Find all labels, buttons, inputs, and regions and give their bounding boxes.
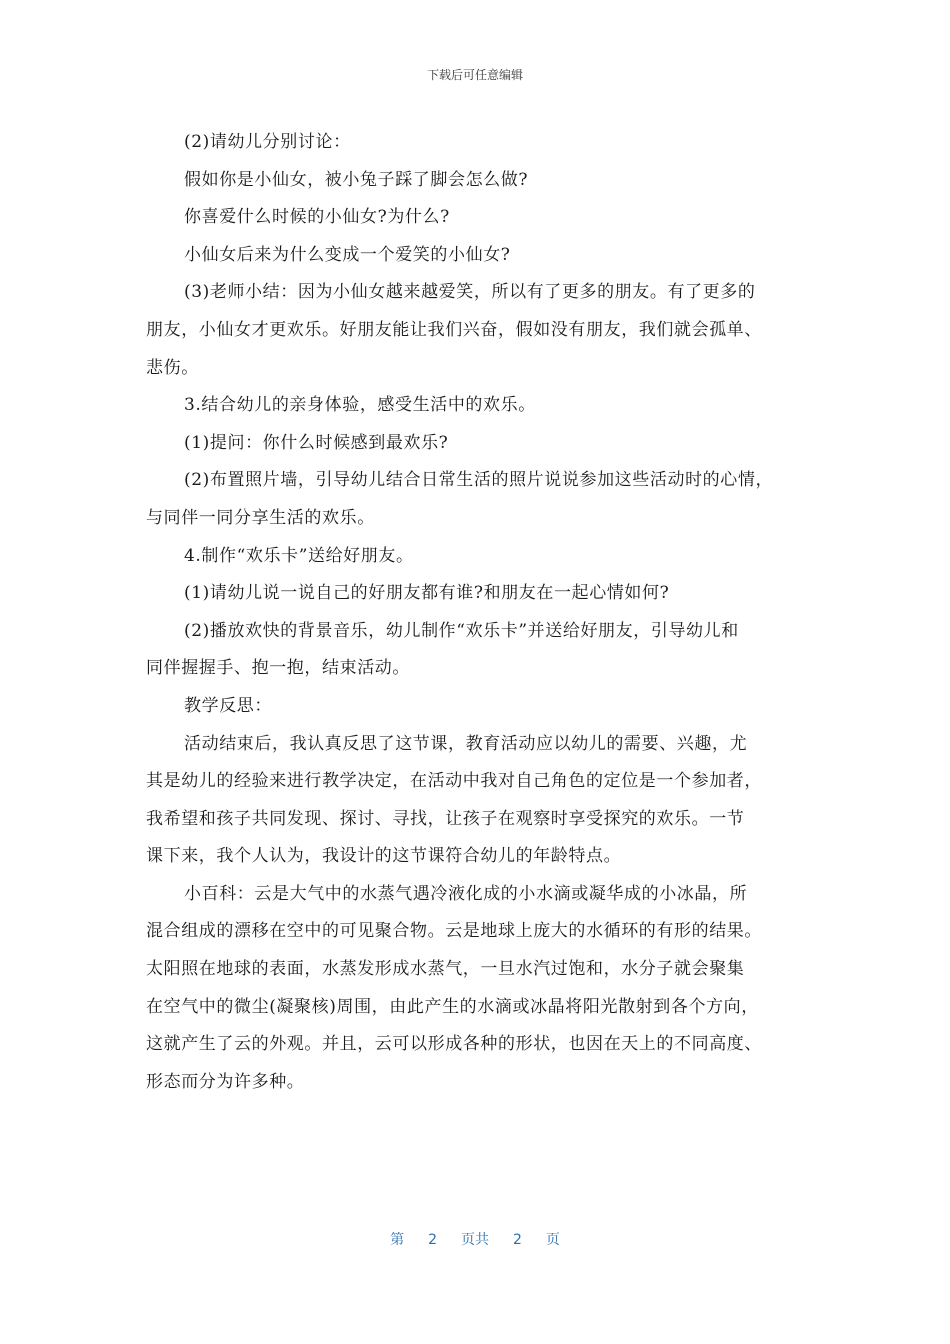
text-line: 4.制作“欢乐卡”送给好朋友。 xyxy=(184,545,414,566)
text-line: (3)老师小结：因为小仙女越来越爱笑，所以有了更多的朋友。有了更多的 xyxy=(184,282,756,303)
text-line: 在空气中的微尘(凝聚核)周围，由此产生的水滴或冰晶将阳光散射到各个方向， xyxy=(146,996,759,1017)
text-line: 其是幼儿的经验来进行教学决定，在活动中我对自己角色的定位是一个参加者， xyxy=(146,771,762,792)
text-line: 小百科：云是大气中的水蒸气遇冷液化成的小水滴或凝华成的小冰晶，所 xyxy=(184,883,748,904)
text-line: 小仙女后来为什么变成一个爱笑的小仙女? xyxy=(184,244,511,265)
text-line: 假如你是小仙女，被小兔子踩了脚会怎么做? xyxy=(184,169,529,190)
text-line: 悲伤。 xyxy=(146,357,199,378)
text-line: 与同伴一同分享生活的欢乐。 xyxy=(146,507,375,528)
text-line: 同伴握握手、抱一抱，结束活动。 xyxy=(146,658,410,679)
text-line: 朋友，小仙女才更欢乐。好朋友能让我们兴奋，假如没有朋友，我们就会孤单、 xyxy=(146,319,762,340)
text-line: 我希望和孩子共同发现、探讨、寻找，让孩子在观察时享受探究的欢乐。一节 xyxy=(146,808,745,829)
text-line: (2)请幼儿分别讨论： xyxy=(184,132,351,152)
text-line: 教学反思： xyxy=(184,695,272,716)
text-line: 混合组成的漂移在空中的可见聚合物。云是地球上庞大的水循环的有形的结果。 xyxy=(146,921,762,942)
footer-prefix: 第 xyxy=(390,1232,405,1248)
text-line: 这就产生了云的外观。并且，云可以形成各种的形状，也因在天上的不同高度、 xyxy=(146,1034,762,1055)
footer-total-pages: 2 xyxy=(513,1232,522,1248)
page-header: 下载后可任意编辑 xyxy=(426,68,523,82)
text-line: 太阳照在地球的表面，水蒸发形成水蒸气，一旦水汽过饱和，水分子就会聚集 xyxy=(146,959,745,980)
text-line: (1)请幼儿说一说自己的好朋友都有谁?和朋友在一起心情如何? xyxy=(184,583,670,604)
footer-suffix: 页 xyxy=(545,1232,560,1248)
text-line: (2)播放欢快的背景音乐，幼儿制作“欢乐卡”并送给好朋友，引导幼儿和 xyxy=(184,620,739,641)
text-line: 你喜爱什么时候的小仙女?为什么? xyxy=(184,207,450,228)
footer-current-page: 2 xyxy=(428,1232,437,1248)
text-line: 课下来，我个人认为，我设计的这节课符合幼儿的年龄特点。 xyxy=(146,846,622,867)
text-line: (1)提问：你什么时候感到最欢乐? xyxy=(184,432,449,453)
text-line: 3.结合幼儿的亲身体验，感受生活中的欢乐。 xyxy=(184,395,536,416)
text-line: (2)布置照片墙，引导幼儿结合日常生活的照片说说参加这些活动时的心情， xyxy=(184,470,774,491)
document-body xyxy=(146,124,818,1101)
page-footer xyxy=(0,1229,950,1249)
text-line: 活动结束后，我认真反思了这节课，教育活动应以幼儿的需要、兴趣，尤 xyxy=(184,733,748,754)
text-line: 形态而分为许多种。 xyxy=(146,1071,305,1092)
footer-middle: 页共 xyxy=(461,1232,489,1248)
